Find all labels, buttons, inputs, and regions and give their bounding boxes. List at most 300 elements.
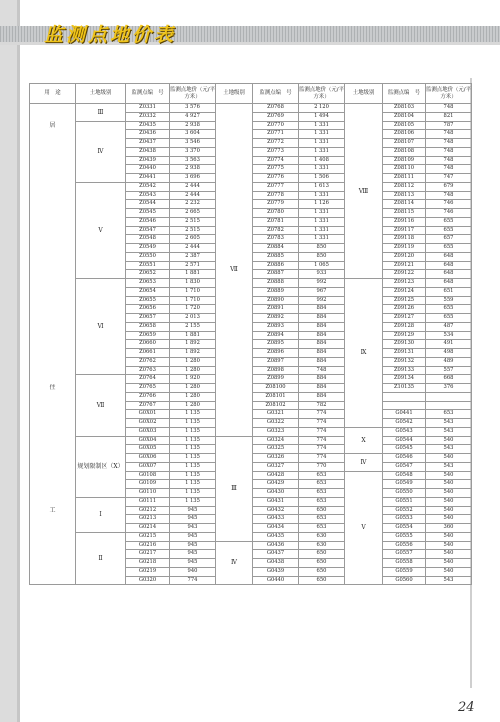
point-code-cell: G0217 — [126, 550, 170, 559]
price-cell: 943 — [170, 524, 216, 533]
price-cell: 2 120 — [299, 104, 345, 113]
price-cell: 3 576 — [170, 104, 216, 113]
point-code-cell: G0212 — [126, 506, 170, 515]
point-code-cell: Z09123 — [383, 279, 426, 288]
price-cell: 540 — [426, 436, 472, 445]
price-cell: 540 — [426, 506, 472, 515]
point-code-cell: Z08102 — [253, 401, 299, 410]
price-cell: 540 — [426, 541, 472, 550]
price-cell: 884 — [299, 392, 345, 401]
page-title: 监测点地价表 — [44, 24, 177, 46]
point-code-cell: G0X04 — [126, 436, 170, 445]
price-cell: 1 065 — [299, 261, 345, 270]
point-code-cell: G0320 — [126, 576, 170, 585]
use-cell — [30, 235, 76, 244]
grade-cell: Ⅹ — [345, 427, 383, 453]
point-code-cell: Z0762 — [126, 357, 170, 366]
price-cell: 657 — [426, 235, 472, 244]
point-code-cell: G0553 — [383, 515, 426, 524]
point-code-cell: Z0777 — [253, 182, 299, 191]
price-cell: 650 — [299, 550, 345, 559]
point-code-cell: G0430 — [253, 489, 299, 498]
point-code-cell: G0323 — [253, 427, 299, 436]
point-code-cell: Z09118 — [383, 235, 426, 244]
price-cell: 945 — [170, 541, 216, 550]
grade-cell: Ⅰ — [76, 497, 126, 532]
price-cell: 884 — [299, 305, 345, 314]
price-cell: 376 — [426, 384, 472, 393]
price-cell: 3 370 — [170, 147, 216, 156]
point-code-cell: Z0893 — [253, 322, 299, 331]
header-grade: 土地级别 — [345, 84, 383, 104]
header-point-code: 监测点编 号 — [253, 84, 299, 104]
header-price: 监测点地价（元/平方米） — [426, 84, 472, 104]
point-code-cell: G0216 — [126, 541, 170, 550]
point-code-cell: G0552 — [383, 506, 426, 515]
point-code-cell: Z0441 — [126, 174, 170, 183]
point-code-cell: Z0548 — [126, 235, 170, 244]
price-cell: 653 — [299, 515, 345, 524]
price-cell: 2 515 — [170, 226, 216, 235]
grade-cell: Ⅳ — [345, 454, 383, 472]
price-cell: 1 613 — [299, 182, 345, 191]
point-code-cell: Z09127 — [383, 314, 426, 323]
price-cell: 4 927 — [170, 112, 216, 121]
use-cell — [30, 357, 76, 366]
price-cell: 787 — [426, 121, 472, 130]
left-margin-strip — [0, 0, 20, 722]
header-price: 监测点地价（元/平方米） — [170, 84, 216, 104]
point-code-cell: Z08109 — [383, 156, 426, 165]
price-cell: 3 604 — [170, 130, 216, 139]
use-cell — [30, 454, 76, 463]
price-cell: 648 — [426, 261, 472, 270]
point-code-cell: Z0896 — [253, 349, 299, 358]
grade-cell: Ⅴ — [76, 182, 126, 278]
point-code-cell: Z0783 — [253, 235, 299, 244]
point-code-cell: Z08112 — [383, 182, 426, 191]
use-cell — [30, 191, 76, 200]
price-cell: 1 135 — [170, 462, 216, 471]
price-cell: 2 155 — [170, 322, 216, 331]
use-cell — [30, 244, 76, 253]
point-code-cell: G0X06 — [126, 454, 170, 463]
price-cell: 540 — [426, 559, 472, 568]
header-price: 监测点地价（元/平方米） — [299, 84, 345, 104]
point-code-cell: G0437 — [253, 550, 299, 559]
price-cell: 940 — [170, 567, 216, 576]
point-code-cell: G0439 — [253, 567, 299, 576]
header-point-code: 监测点编 号 — [126, 84, 170, 104]
point-code-cell: G0322 — [253, 419, 299, 428]
price-cell: 945 — [170, 532, 216, 541]
price-cell: 1 135 — [170, 497, 216, 506]
point-code-cell: Z0542 — [126, 182, 170, 191]
point-code-cell: G0321 — [253, 410, 299, 419]
grade-cell: Ⅷ — [345, 104, 383, 279]
point-code-cell: Z09121 — [383, 261, 426, 270]
price-cell: 1 710 — [170, 287, 216, 296]
point-code-cell: G0215 — [126, 532, 170, 541]
use-cell — [30, 401, 76, 410]
price-cell: 2 387 — [170, 252, 216, 261]
point-code-cell: Z09116 — [383, 217, 426, 226]
point-code-cell: G0428 — [253, 471, 299, 480]
point-code-cell: Z0765 — [126, 384, 170, 393]
point-code-cell: G0545 — [383, 445, 426, 454]
price-cell: 1 331 — [299, 130, 345, 139]
price-cell: 945 — [170, 515, 216, 524]
point-code-cell: Z0772 — [253, 139, 299, 148]
point-code-cell: Z0437 — [126, 139, 170, 148]
point-code-cell: Z09134 — [383, 375, 426, 384]
point-code-cell: Z0332 — [126, 112, 170, 121]
point-code-cell: Z0549 — [126, 244, 170, 253]
price-cell: 540 — [426, 471, 472, 480]
use-cell — [30, 261, 76, 270]
price-cell — [426, 401, 472, 410]
price-cell: 2 605 — [170, 235, 216, 244]
use-cell — [30, 515, 76, 524]
price-cell: 1 830 — [170, 279, 216, 288]
price-cell: 1 280 — [170, 384, 216, 393]
price-cell: 746 — [426, 209, 472, 218]
point-code-cell: Z08104 — [383, 112, 426, 121]
point-code-cell: Z09128 — [383, 322, 426, 331]
price-cell: 884 — [299, 314, 345, 323]
point-code-cell: Z0550 — [126, 252, 170, 261]
point-code-cell: Z0888 — [253, 279, 299, 288]
price-cell: 655 — [426, 244, 472, 253]
point-code-cell: G0559 — [383, 567, 426, 576]
point-code-cell: Z0779 — [253, 200, 299, 209]
use-cell — [30, 279, 76, 288]
point-code-cell: G0547 — [383, 462, 426, 471]
price-cell: 653 — [299, 489, 345, 498]
point-code-cell: G0327 — [253, 462, 299, 471]
point-code-cell: Z09132 — [383, 357, 426, 366]
use-cell — [30, 392, 76, 401]
point-code-cell: G0549 — [383, 480, 426, 489]
point-code-cell: Z0659 — [126, 331, 170, 340]
point-code-cell: G0555 — [383, 532, 426, 541]
price-cell: 650 — [299, 576, 345, 585]
point-code-cell: G0558 — [383, 559, 426, 568]
point-code-cell: G0324 — [253, 436, 299, 445]
point-code-cell: G0431 — [253, 497, 299, 506]
use-cell — [30, 541, 76, 550]
price-cell: 543 — [426, 576, 472, 585]
price-table-body — [30, 84, 472, 585]
price-cell: 1 135 — [170, 454, 216, 463]
point-code-cell: G0218 — [126, 559, 170, 568]
point-code-cell: Z0653 — [126, 279, 170, 288]
point-code-cell: Z0891 — [253, 305, 299, 314]
price-cell: 884 — [299, 331, 345, 340]
price-cell: 487 — [426, 322, 472, 331]
use-cell — [30, 331, 76, 340]
point-code-cell: Z0658 — [126, 322, 170, 331]
price-cell: 1 720 — [170, 305, 216, 314]
use-cell — [30, 112, 76, 121]
price-cell: 648 — [426, 252, 472, 261]
header-use: 用 途 — [30, 84, 76, 104]
price-cell: 1 126 — [299, 200, 345, 209]
price-cell: 2 665 — [170, 209, 216, 218]
point-code-cell: Z0660 — [126, 340, 170, 349]
point-code-cell: G0550 — [383, 489, 426, 498]
price-cell: 782 — [299, 401, 345, 410]
point-code-cell: Z08100 — [253, 384, 299, 393]
use-cell — [30, 471, 76, 480]
point-code-cell: G0109 — [126, 480, 170, 489]
use-cell — [30, 550, 76, 559]
point-code-cell: G0556 — [383, 541, 426, 550]
point-code-cell: Z0657 — [126, 314, 170, 323]
point-code-cell: G0429 — [253, 480, 299, 489]
point-code-cell: Z0544 — [126, 200, 170, 209]
use-cell: 居 — [30, 121, 76, 130]
price-cell: 884 — [299, 322, 345, 331]
price-cell: 1 135 — [170, 489, 216, 498]
price-cell: 1 135 — [170, 419, 216, 428]
price-cell: 1 135 — [170, 436, 216, 445]
point-code-cell: G0108 — [126, 471, 170, 480]
grade-cell: Ⅶ — [216, 104, 253, 437]
price-cell: 2 232 — [170, 200, 216, 209]
point-code-cell — [383, 401, 426, 410]
use-cell — [30, 296, 76, 305]
price-cell: 1 280 — [170, 392, 216, 401]
price-cell: 540 — [426, 497, 472, 506]
point-code-cell: Z08113 — [383, 191, 426, 200]
price-cell: 992 — [299, 279, 345, 288]
point-code-cell: Z0898 — [253, 366, 299, 375]
point-code-cell: Z0547 — [126, 226, 170, 235]
point-code-cell: Z0546 — [126, 217, 170, 226]
price-cell: 1 280 — [170, 357, 216, 366]
point-code-cell: Z0894 — [253, 331, 299, 340]
price-cell: 650 — [299, 506, 345, 515]
table-header-row — [30, 84, 472, 104]
point-code-cell: Z0763 — [126, 366, 170, 375]
price-cell: 653 — [299, 524, 345, 533]
point-code-cell: Z0778 — [253, 191, 299, 200]
price-table — [29, 83, 472, 585]
grade-cell: Ⅴ — [345, 471, 383, 585]
use-cell — [30, 436, 76, 445]
point-code-cell: Z0654 — [126, 287, 170, 296]
grade-cell: Ⅲ — [216, 436, 253, 541]
use-cell — [30, 497, 76, 506]
point-code-cell: Z09125 — [383, 296, 426, 305]
point-code-cell: Z0543 — [126, 191, 170, 200]
price-cell: 655 — [426, 217, 472, 226]
use-cell — [30, 200, 76, 209]
price-cell: 1 331 — [299, 147, 345, 156]
point-code-cell: Z0435 — [126, 121, 170, 130]
header-grade: 土地级别 — [216, 84, 253, 104]
point-code-cell: Z0331 — [126, 104, 170, 113]
point-code-cell: Z0773 — [253, 147, 299, 156]
price-cell: 1 135 — [170, 445, 216, 454]
price-cell: 1 506 — [299, 174, 345, 183]
price-cell: 534 — [426, 331, 472, 340]
point-code-cell: G0110 — [126, 489, 170, 498]
use-cell — [30, 576, 76, 585]
point-code-cell: G0325 — [253, 445, 299, 454]
point-code-cell: G0436 — [253, 541, 299, 550]
price-cell: 945 — [170, 550, 216, 559]
price-cell: 3 563 — [170, 156, 216, 165]
price-cell: 360 — [426, 524, 472, 533]
use-cell: 工 — [30, 506, 76, 515]
price-cell: 655 — [426, 226, 472, 235]
use-cell — [30, 270, 76, 279]
point-code-cell: Z08110 — [383, 165, 426, 174]
price-cell: 1 331 — [299, 235, 345, 244]
use-cell — [30, 104, 76, 113]
price-cell: 774 — [299, 419, 345, 428]
price-cell: 653 — [299, 471, 345, 480]
use-cell — [30, 366, 76, 375]
use-cell — [30, 567, 76, 576]
price-cell: 884 — [299, 384, 345, 393]
price-cell: 1 331 — [299, 165, 345, 174]
point-code-cell: G0435 — [253, 532, 299, 541]
price-cell: 884 — [299, 340, 345, 349]
use-cell — [30, 182, 76, 191]
point-code-cell: G0544 — [383, 436, 426, 445]
price-cell: 1 331 — [299, 209, 345, 218]
point-code-cell: G0438 — [253, 559, 299, 568]
price-cell: 650 — [299, 559, 345, 568]
price-cell: 748 — [426, 191, 472, 200]
price-cell: 540 — [426, 480, 472, 489]
header-point-code: 监测点编 号 — [383, 84, 426, 104]
price-cell: 2 013 — [170, 314, 216, 323]
price-cell: 1 331 — [299, 191, 345, 200]
point-code-cell: Z0661 — [126, 349, 170, 358]
point-code-cell: G0543 — [383, 427, 426, 436]
price-cell: 746 — [426, 200, 472, 209]
price-cell: 770 — [299, 462, 345, 471]
point-code-cell: Z09124 — [383, 287, 426, 296]
point-code-cell: Z0892 — [253, 314, 299, 323]
price-cell: 1 280 — [170, 401, 216, 410]
price-cell: 884 — [299, 375, 345, 384]
point-code-cell: G0548 — [383, 471, 426, 480]
price-cell: 540 — [426, 532, 472, 541]
grade-cell: Ⅶ — [76, 375, 126, 436]
point-code-cell: Z08111 — [383, 174, 426, 183]
point-code-cell: Z0655 — [126, 296, 170, 305]
price-cell: 2 938 — [170, 121, 216, 130]
price-cell: 1 331 — [299, 121, 345, 130]
price-cell: 540 — [426, 454, 472, 463]
use-cell — [30, 349, 76, 358]
price-cell: 884 — [299, 357, 345, 366]
point-code-cell: Z0884 — [253, 244, 299, 253]
point-code-cell: Z09130 — [383, 340, 426, 349]
price-cell: 630 — [299, 541, 345, 550]
price-cell: 1 881 — [170, 270, 216, 279]
price-cell: 2 571 — [170, 261, 216, 270]
point-code-cell: Z08105 — [383, 121, 426, 130]
price-cell: 774 — [299, 454, 345, 463]
price-cell: 933 — [299, 270, 345, 279]
grade-cell: Ⅸ — [345, 279, 383, 428]
price-cell: 774 — [299, 436, 345, 445]
price-cell: 774 — [299, 445, 345, 454]
price-cell — [426, 392, 472, 401]
price-cell: 653 — [299, 497, 345, 506]
price-cell: 945 — [170, 506, 216, 515]
price-cell: 1 892 — [170, 340, 216, 349]
use-cell — [30, 226, 76, 235]
point-code-cell: Z10135 — [383, 384, 426, 393]
price-cell: 489 — [426, 357, 472, 366]
price-cell: 498 — [426, 349, 472, 358]
price-cell: 653 — [299, 480, 345, 489]
price-cell: 650 — [299, 567, 345, 576]
use-cell — [30, 462, 76, 471]
point-code-cell: G0X01 — [126, 410, 170, 419]
point-code-cell: Z0887 — [253, 270, 299, 279]
point-code-cell: G0432 — [253, 506, 299, 515]
point-code-cell: Z09131 — [383, 349, 426, 358]
point-code-cell: G0X03 — [126, 427, 170, 436]
point-code-cell: Z08108 — [383, 147, 426, 156]
point-code-cell: G0X05 — [126, 445, 170, 454]
use-cell — [30, 340, 76, 349]
price-cell: 884 — [299, 349, 345, 358]
price-cell: 945 — [170, 559, 216, 568]
price-cell: 774 — [170, 576, 216, 585]
point-code-cell: Z08107 — [383, 139, 426, 148]
point-code-cell: Z0885 — [253, 252, 299, 261]
point-code-cell: Z08101 — [253, 392, 299, 401]
point-code-cell: Z0776 — [253, 174, 299, 183]
point-code-cell: G0433 — [253, 515, 299, 524]
use-cell — [30, 489, 76, 498]
price-cell: 2 444 — [170, 182, 216, 191]
price-cell: 748 — [299, 366, 345, 375]
point-code-cell: Z0766 — [126, 392, 170, 401]
price-cell: 651 — [426, 287, 472, 296]
price-cell: 774 — [299, 427, 345, 436]
point-code-cell: G0557 — [383, 550, 426, 559]
price-cell: 1 135 — [170, 410, 216, 419]
point-code-cell: G0214 — [126, 524, 170, 533]
price-cell: 543 — [426, 419, 472, 428]
point-code-cell: Z09133 — [383, 366, 426, 375]
use-cell — [30, 445, 76, 454]
price-cell: 1 331 — [299, 226, 345, 235]
price-cell: 653 — [426, 410, 472, 419]
use-cell — [30, 524, 76, 533]
price-cell: 748 — [426, 165, 472, 174]
point-code-cell: Z0890 — [253, 296, 299, 305]
point-code-cell: Z09119 — [383, 244, 426, 253]
point-code-cell: Z0438 — [126, 147, 170, 156]
price-cell: 1 408 — [299, 156, 345, 165]
price-cell: 1 892 — [170, 349, 216, 358]
price-cell: 2 515 — [170, 217, 216, 226]
price-cell: 748 — [426, 104, 472, 113]
point-code-cell: Z0897 — [253, 357, 299, 366]
price-cell: 748 — [426, 139, 472, 148]
